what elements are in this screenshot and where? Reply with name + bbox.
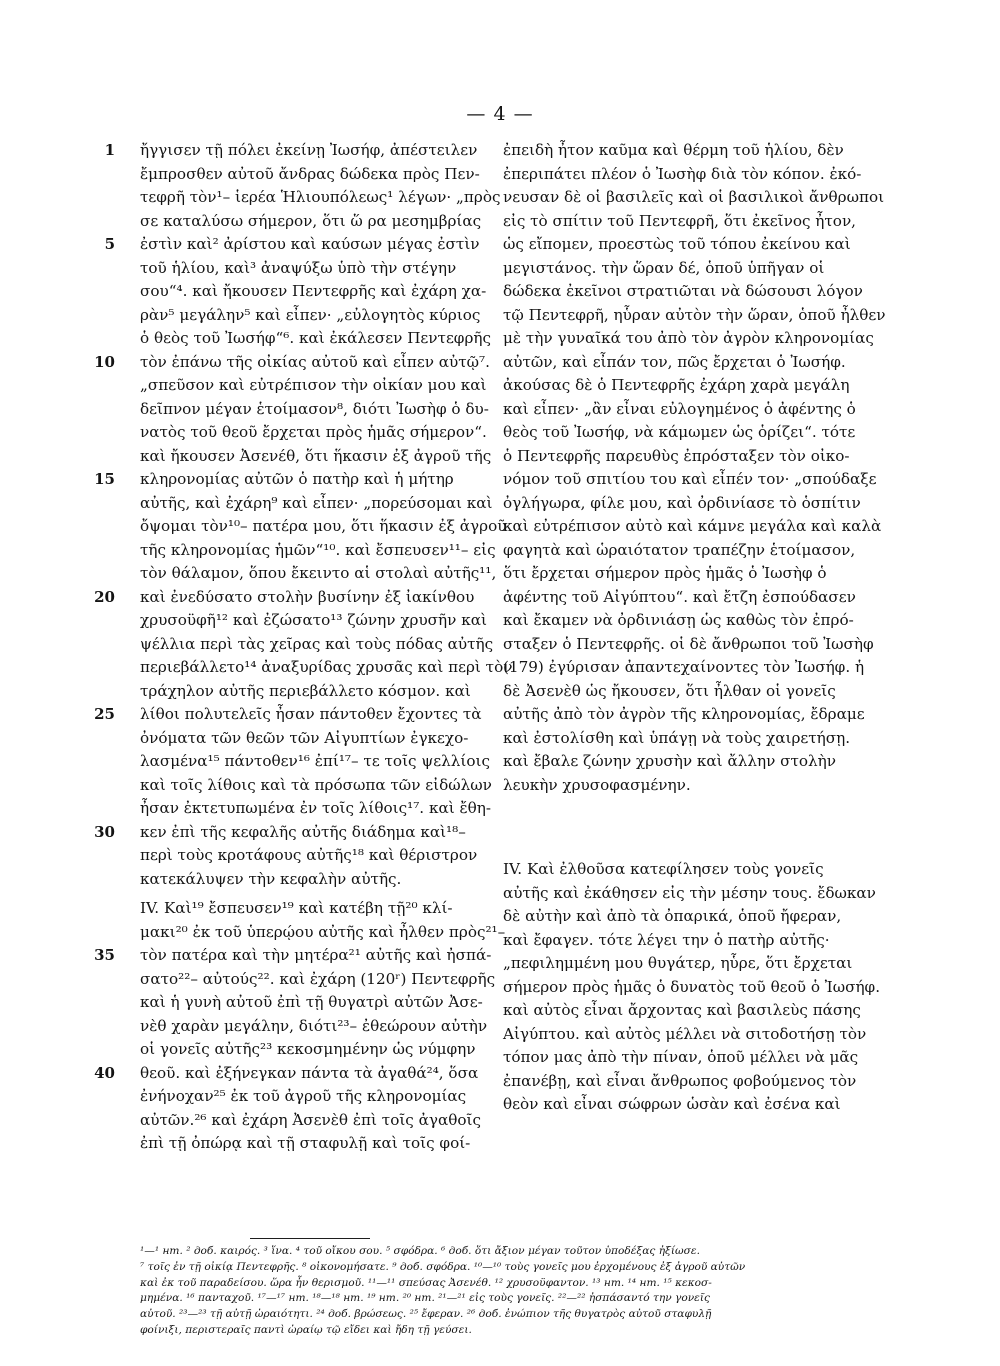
text-line: θεὸς τοῦ Ἰωσήφ, νὰ κάμωμεν ὡς ὁρίζει“. τότε xyxy=(503,423,856,441)
line-text: οἱ γονεῖς αὐτῆς²³ κεκοσμημένην ὡς νύμφην xyxy=(140,1040,476,1058)
text-line: ἐπεριπάτει πλέον ὁ Ἰωσὴφ διὰ τὸν κόπον. ἐκό- xyxy=(503,164,862,183)
line-number: 20 xyxy=(94,587,115,606)
line-text: περιεβάλλετο¹⁴ ἀναξυρίδας χρυσᾶς καὶ περὶ τὸν xyxy=(140,658,513,676)
line-text: ἔμπροσθεν αὐτοῦ ἄνδρας δώδεκα πρὸς Πεν- xyxy=(140,164,480,183)
footnote-line: καὶ ἐκ τοῦ παραδείσου. ὥρα ἦν θερισμοῦ. ¹¹—¹¹ σπεύσας Ἀσενέθ. ¹² χρυσοϋφαντον. ¹³ нт. ¹⁴ нт. ¹⁵ κεκοσ- xyxy=(140,1276,712,1289)
text-line xyxy=(94,944,492,968)
line-number: 5 xyxy=(104,235,115,253)
text-line: καὶ ἔκαμεν νὰ ὀρδινιάσῃ ὡς καθὼς τὸν ἐπρό- xyxy=(503,611,854,629)
line-text: θεοῦ. καὶ ἐξήνεγκαν πάντα τὰ ἀγαθά²⁴, ὅσα xyxy=(140,1063,479,1082)
text-line: θεὸν καὶ εἶναι σώφρων ὡσὰν καὶ ἐσένα καὶ xyxy=(503,1095,841,1113)
line-text: ψέλλια περὶ τὰς χεῖρας καὶ τοὺς πόδας αὐτῆς xyxy=(140,634,494,653)
text-line xyxy=(140,257,483,281)
text-line xyxy=(140,186,501,210)
text-line: δώδεκα ἐκεῖνοι στρατιῶται νὰ δώσουσι λόγον xyxy=(503,282,863,300)
text-line xyxy=(94,821,483,845)
text-line: φαγητὰ καὶ ὡραιότατον τραπέζην ἑτοίμασον, xyxy=(503,540,856,559)
line-text: καὶ ἡ γυνὴ αὐτοῦ ἐπὶ τῇ θυγατρὶ αὐτῶν Ἀσε- xyxy=(140,993,483,1011)
line-text: τράχηλον αὐτῆς περιεβάλλετο κόσμον. καὶ xyxy=(140,681,471,700)
text-line: δὲ Ἀσενὲθ ὡς ἤκουσεν, ὅτι ἦλθαν οἱ γονεῖς xyxy=(503,681,836,700)
greek-text-column xyxy=(94,139,513,1156)
line-number: 15 xyxy=(94,470,115,488)
line-text: κληρονομίας αὐτῶν ὁ πατὴρ καὶ ἡ μήτηρ xyxy=(140,470,454,488)
text-line: νόμον τοῦ σπιτίου του καὶ εἶπέν τον· „σπούδαξε xyxy=(503,470,877,488)
text-line xyxy=(140,680,483,704)
vernacular-text-column-chapter-iv xyxy=(503,858,881,1117)
vernacular-text-column xyxy=(503,139,886,797)
text-line xyxy=(140,750,490,774)
text-line xyxy=(140,280,487,304)
text-line xyxy=(140,797,492,821)
text-line xyxy=(94,1062,483,1086)
line-text: ὀνόματα τῶν θεῶν τῶν Αἰγυπτίων ἐγκεχο- xyxy=(140,728,469,747)
text-line xyxy=(140,968,496,992)
line-text: περὶ τοὺς κροτάφους αὐτῆς¹⁸ καὶ θέριστρον xyxy=(140,846,478,864)
line-text: τῆς κληρονομίας ἡμῶν“¹⁰. καὶ ἔσπευσεν¹¹– εἰς xyxy=(140,540,496,559)
line-text: καὶ ἤκουσεν Ἀσενέθ, ὅτι ἥκασιν ἐξ ἀγροῦ τῆς xyxy=(140,446,492,465)
line-text: νατὸς τοῦ θεοῦ ἔρχεται πρὸς ἡμᾶς σήμερον“. xyxy=(140,423,487,441)
text-line xyxy=(104,233,483,257)
text-line: ὅτι ἔρχεται σήμερον πρὸς ἡμᾶς ὁ Ἰωσὴφ ὁ xyxy=(503,564,827,582)
footnote-line: αὐτοῦ. ²³—²³ τῇ αὐτῇ ὡραιότητι. ²⁴ доб. βρώσεως. ²⁵ ἔφεραν. ²⁶ доб. ἐνώπιον τῆς θυγατρὸς αὐτοῦ σταφυλῇ xyxy=(140,1308,712,1321)
text-line: καὶ ἔβαλε ζώνην χρυσὴν καὶ ἄλλην στολὴν xyxy=(503,752,837,770)
line-text: κατεκάλυψεν τὴν κεφαλὴν αὐτῆς. xyxy=(140,869,402,888)
line-text: δεῖπνον μέγαν ἑτοίμασον⁸, διότι Ἰωσὴφ ὁ δυ- xyxy=(140,399,489,418)
line-text: λίθοι πολυτελεῖς ἦσαν πάντοθεν ἔχοντες τὰ xyxy=(140,705,482,723)
text-line xyxy=(140,1109,483,1133)
text-line: ἀκούσας δὲ ὁ Πεντεφρῆς ἐχάρη χαρὰ μεγάλη xyxy=(503,376,850,394)
text-line: καὶ εὐτρέπισον αὐτὸ καὶ κάμνε μεγάλα καὶ καλὰ xyxy=(503,517,882,535)
text-line xyxy=(140,844,483,868)
line-text: καὶ τοῖς λίθοις καὶ τὰ πρόσωπα τῶν εἰδώλων xyxy=(140,775,492,794)
text-line: IV. Καὶ ἐλθοῦσα κατεφίλησεν τοὺς γονεῖς xyxy=(503,860,824,878)
text-line: ὁ Πεντεφρῆς παρευθὺς ἐπρόσταξεν τὸν οἰκο- xyxy=(503,446,850,465)
text-line: τῷ Πεντεφρῆ, ηὗραν αὐτὸν τὴν ὥραν, ὁποῦ ἦλθεν xyxy=(503,305,886,324)
line-text: χρυσοϋφῆ¹² καὶ ἐζώσατο¹³ ζώνην χρυσῆν καὶ xyxy=(140,611,487,629)
text-line: „πεφιλημμένη μου θυγάτερ, ηὗρε, ὅτι ἔρχεται xyxy=(503,954,853,972)
line-text: σε καταλύσω σήμερον, ὅτι ὥ ρα μεσημβρίας xyxy=(140,211,482,230)
text-line xyxy=(140,656,513,680)
line-text: ἦσαν ἐκτετυπωμένα ἐν τοῖς λίθοις¹⁷. καὶ ἔθη- xyxy=(140,799,492,817)
line-text: τὸν θάλαμον, ὅπου ἔκειντο αἱ στολαὶ αὐτῆς¹¹, xyxy=(140,564,497,582)
line-number: 40 xyxy=(94,1063,115,1082)
line-text: „σπεῦσον καὶ εὐτρέπισον τὴν οἰκίαν μου καὶ xyxy=(140,376,487,394)
text-line xyxy=(140,1085,483,1109)
text-line: αὐτῆς καὶ ἐκάθησεν εἰς τὴν μέσην τους. ἔδωκαν xyxy=(503,883,876,902)
line-text: τὸν πατέρα καὶ τὴν μητέρα²¹ αὐτῆς καὶ ἠσπά- xyxy=(140,946,492,964)
text-line xyxy=(140,398,489,422)
line-text: αὐτῆς, καὶ ἐχάρη⁹ καὶ εἶπεν· „πορεύσομαι καὶ xyxy=(140,493,493,512)
footnote-line: φοίνιξι, περιστεραῖς παντὶ ὡραίῳ τῷ εἴδει καὶ ἤδη τῇ γεύσει. xyxy=(140,1323,472,1336)
text-line xyxy=(140,304,483,328)
line-text: IV. Καὶ¹⁹ ἔσπευσεν¹⁹ καὶ κατέβη τῇ²⁰ κλί- xyxy=(140,899,453,917)
footnote-divider xyxy=(250,1238,370,1239)
footnotes xyxy=(140,1244,865,1339)
text-line xyxy=(140,327,491,351)
line-text: κεν ἐπὶ τῆς κεφαλῆς αὐτῆς διάδημα καὶ¹⁸– xyxy=(140,822,466,841)
text-line xyxy=(140,1132,483,1156)
text-line: ὡς εἴπομεν, προεστὼς τοῦ τόπου ἐκείνου καὶ xyxy=(503,235,851,253)
line-text: σου“⁴. καὶ ἤκουσεν Πεντεφρῆς καὶ ἐχάρη χα- xyxy=(140,282,487,300)
text-line: (179) ἐγύρισαν ἀπαντεχαίνοντες τὸν Ἰωσήφ. ἡ xyxy=(503,658,865,676)
text-line xyxy=(140,210,483,234)
text-line xyxy=(140,868,483,892)
line-text: ρὰν⁵ μεγάλην⁵ καὶ εἶπεν· „εὐλογητὸς κύριος xyxy=(140,305,481,324)
text-line xyxy=(140,374,487,398)
text-line xyxy=(140,562,497,586)
line-text: τὸν ἐπάνω τῆς οἰκίας αὐτοῦ καὶ εἶπεν αὐτῷ⁷. xyxy=(140,352,490,371)
text-line xyxy=(140,774,492,798)
line-text: ὁ θεὸς τοῦ Ἰωσήφ“⁶. καὶ ἐκάλεσεν Πεντεφρῆς xyxy=(140,329,491,347)
line-text: καὶ ἐνεδύσατο στολὴν βυσίνην ἐξ ἰακίνθου xyxy=(140,587,475,606)
text-line: Αἰγύπτου. καὶ αὐτὸς μέλλει νὰ σιτοδοτήσῃ τὸν xyxy=(503,1024,867,1043)
text-line: ἀφέντης τοῦ Αἰγύπτου“. καὶ ἔτζη ἐσπούδασεν xyxy=(503,587,856,606)
text-line: δὲ αὐτὴν καὶ ἀπὸ τὰ ὀπαρικά, ὁποῦ ἤφεραν, xyxy=(503,907,842,925)
line-number: 25 xyxy=(94,705,115,723)
text-line xyxy=(140,515,507,539)
line-text: ἐνήνοχαν²⁵ ἐκ τοῦ ἀγροῦ τῆς κληρονομίας xyxy=(140,1087,467,1105)
text-line: τόπον μας ἀπὸ τὴν πίναν, ὁποῦ μέλλει νὰ μᾶς xyxy=(503,1048,859,1066)
text-line: καὶ εἶπεν· „ἂν εἶναι εὐλογημένος ὁ ἀφέντης ὁ xyxy=(503,399,856,418)
text-line: καὶ αὐτὸς εἶναι ἄρχοντας καὶ βασιλεὺς πάσης xyxy=(503,1001,861,1019)
text-line xyxy=(140,539,496,563)
line-text: αὐτῶν.²⁶ καὶ ἐχάρη Ἀσενὲθ ἐπὶ τοῖς ἀγαθοῖς xyxy=(140,1110,481,1129)
text-line xyxy=(94,468,483,492)
text-line: ἐπανέβῃ, καὶ εἶναι ἄνθρωπος φοβούμενος τὸν xyxy=(503,1071,857,1090)
line-text: μακι²⁰ ἐκ τοῦ ὑπερῴου αὐτῆς καὶ ἦλθεν πρὸς²¹– xyxy=(140,922,506,941)
text-line xyxy=(140,609,487,633)
text-line: μεγιστάνος. τὴν ὥραν δέ, ὁποῦ ὑπῆγαν οἱ xyxy=(503,258,825,277)
text-line: εἰς τὸ σπίτιν τοῦ Πεντεφρῆ, ὅτι ἐκεῖνος ἦτον, xyxy=(503,211,856,230)
text-line: νευσαν δὲ οἱ βασιλεῖς καὶ οἱ βασιλικοὶ ἄνθρωποι xyxy=(503,188,885,206)
line-text: ὄψομαι τὸν¹⁰– πατέρα μου, ὅτι ἥκασιν ἐξ ἀγροῦ xyxy=(140,517,507,535)
text-line xyxy=(140,991,483,1015)
text-line: σήμερον πρὸς ἡμᾶς ὁ δυνατὸς τοῦ θεοῦ ὁ Ἰωσήφ. xyxy=(503,977,881,996)
line-text: σατο²²– αὐτούς²². καὶ ἐχάρη (120ʳ) Πεντεφρῆς xyxy=(140,969,496,988)
line-number: 35 xyxy=(94,946,115,964)
text-line xyxy=(140,1038,483,1062)
text-line xyxy=(140,727,483,751)
text-line: αὐτῶν, καὶ εἶπάν τον, πῶς ἔρχεται ὁ Ἰωσήφ. xyxy=(503,352,846,371)
text-line: μὲ τὴν γυναῖκά του ἀπὸ τὸν ἀγρὸν κληρονομίας xyxy=(503,329,874,347)
text-line xyxy=(140,897,483,921)
text-line xyxy=(140,421,487,445)
text-line: καὶ ἐστολίσθη καὶ ὑπάγῃ νὰ τοὺς χαιρετήσῃ. xyxy=(503,728,851,747)
text-line: καὶ ἔφαγεν. τότε λέγει την ὁ πατὴρ αὐτῆς· xyxy=(503,930,830,949)
footnote-line: ¹—¹ нт. ² доб. καιρός. ³ ἵνα. ⁴ τοῦ οἴκου σου. ⁵ σφόδρα. ⁶ доб. ὅτι ἄξιον μέγαν τοῦτον ὑποδέξας ἠξίωσε. xyxy=(140,1245,700,1257)
line-number: 10 xyxy=(94,352,115,371)
text-line: ὀγλήγωρα, φίλε μου, καὶ ὀρδινίασε τὸ ὁσπίτιν xyxy=(503,493,861,512)
text-line xyxy=(140,633,494,657)
page-number: — 4 — xyxy=(466,103,534,125)
text-line xyxy=(94,586,483,610)
text-line: λευκὴν χρυσοφασμένην. xyxy=(503,775,691,794)
line-text: νὲθ χαρὰν μεγάλην, διότι²³– ἐθεώρουν αὐτὴν xyxy=(140,1016,488,1035)
text-line xyxy=(94,351,490,375)
text-line: ἐπειδὴ ἦτον καῦμα καὶ θέρμη τοῦ ἡλίου, δὲν xyxy=(503,141,844,159)
line-text: τεφρῆ τὸν¹– ἱερέα Ἡλιουπόλεως¹ λέγων· „πρὸς xyxy=(140,188,501,206)
text-line xyxy=(140,492,493,516)
text-line xyxy=(140,445,492,469)
line-text: τοῦ ἡλίου, καὶ³ ἀναψύξω ὑπὸ τὴν στέγην xyxy=(140,258,457,277)
line-number: 30 xyxy=(94,822,115,841)
text-line: αὐτῆς ἀπὸ τὸν ἀγρὸν τῆς κληρονομίας, ἔδραμε xyxy=(503,705,865,723)
text-line xyxy=(94,703,483,727)
text-line xyxy=(104,139,483,163)
text-line xyxy=(140,1015,488,1039)
footnote-line: μημένα. ¹⁶ πανταχοῦ. ¹⁷—¹⁷ нт. ¹⁸—¹⁸ нт. ¹⁹ нт. ²⁰ нт. ²¹—²¹ εἰς τοὺς γονεῖς. ²²—²² ἠσπάσαντό την γονεῖς xyxy=(140,1292,710,1305)
line-text: λασμένα¹⁵ πάντοθεν¹⁶ ἐπί¹⁷– τε τοῖς ψελλίοις xyxy=(140,752,490,770)
footnote-line: ⁷ τοῖς ἐν τῇ οἰκίᾳ Πεντεφρῆς. ⁸ οἰκονομήσατε. ⁹ доб. σφόδρα. ¹⁰—¹⁰ τοὺς γονεῖς μου ἐρχομένους ἐξ ἀγροῦ αὐτῶν xyxy=(140,1260,746,1273)
line-text: ἐστὶν καὶ² ἀρίστου καὶ καύσων μέγας ἐστὶν xyxy=(140,235,480,253)
text-line: σταξεν ὁ Πεντεφρῆς. οἱ δὲ ἄνθρωποι τοῦ Ἰωσὴφ xyxy=(503,634,874,653)
text-line xyxy=(140,163,483,187)
line-text: ἤγγισεν τῇ πόλει ἐκείνῃ Ἰωσήφ, ἀπέστειλεν xyxy=(140,141,478,159)
line-number: 1 xyxy=(104,141,115,159)
line-text: ἐπὶ τῇ ὀπώρᾳ καὶ τῇ σταφυλῇ καὶ τοῖς φοί- xyxy=(140,1134,471,1152)
text-line xyxy=(140,921,506,945)
